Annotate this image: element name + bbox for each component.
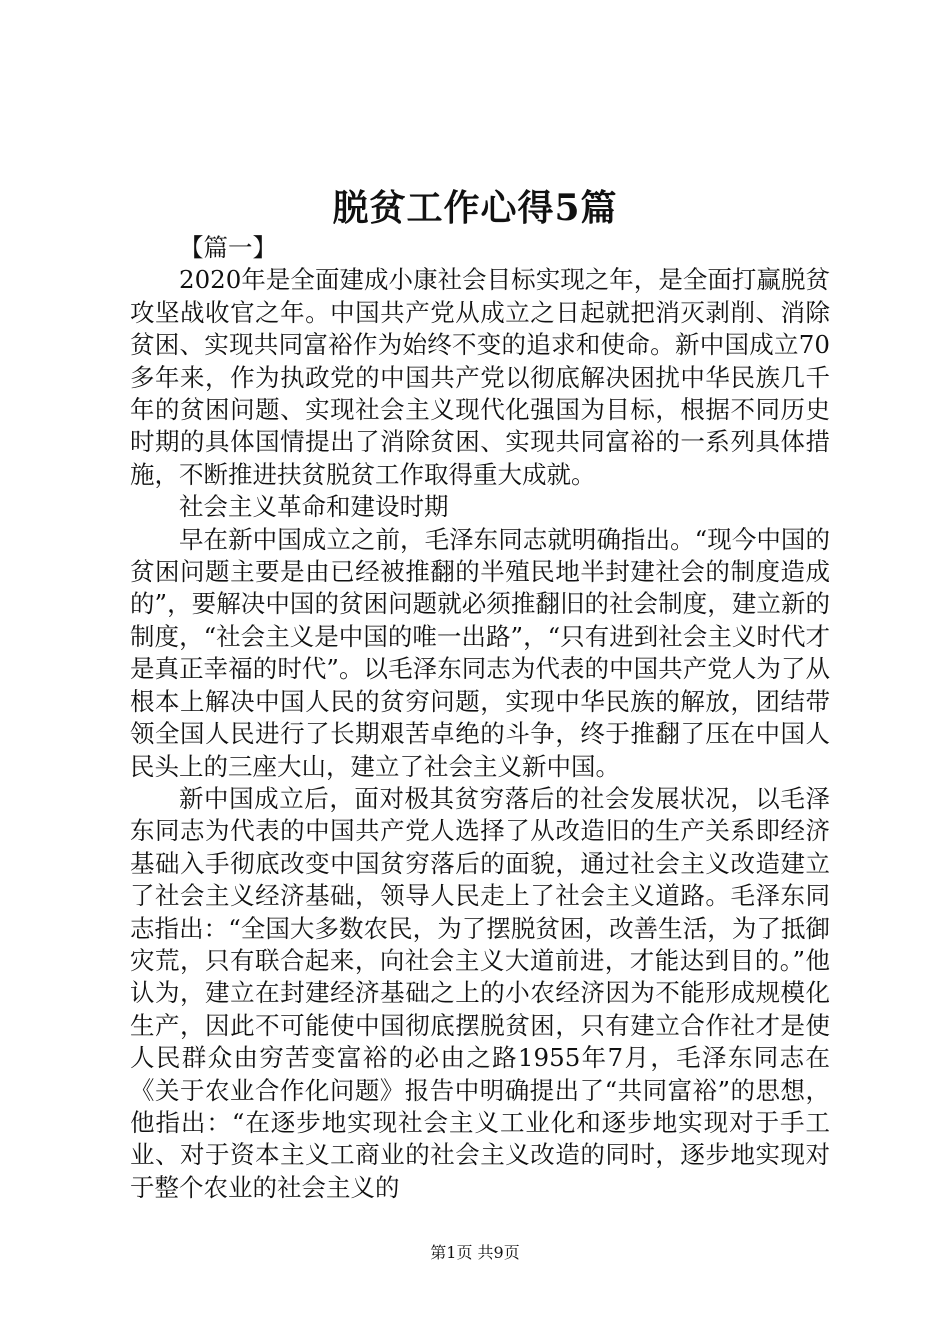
document-body	[130, 232, 830, 1204]
page-footer: 第1页 共9页	[430, 1243, 520, 1262]
paragraph: 新中国成立后，面对极其贫穷落后的社会发展状况，以毛泽东同志为代表的中国共产党人选择了从改造旧的生产关系即经济基础入手彻底改变中国贫穷落后的面貌，通过社会主义改造建立了社会主义经济基础，领导人民走上了社会主义道路。毛泽东同志指出：“全国大多数农民，为了摆脱贫困，改善生活，为了抵御灾荒，只有联合起来，向社会主义大道前进，才能达到目的。”他认为，建立在封建经济基础之上的小农经济因为不能形成规模化生产，因此不可能使中国彻底摆脱贫困，只有建立合作社才是使人民群众由穷苦变富裕的必由之路1955年7月，毛泽东同志在《关于农业合作化问题》报告中明确提出了“共同富裕”的思想，他指出：“在逐步地实现社会主义工业化和逐步地实现对于手工业、对于资本主义工商业的社会主义改造的同时，逐步地实现对于整个农业的社会主义的	[130, 783, 830, 1202]
page-title: 脱贫工作心得5篇	[332, 187, 618, 229]
paragraph: 早在新中国成立之前，毛泽东同志就明确指出。“现今中国的贫困问题主要是由已经被推翻的半殖民地半封建社会的制度造成的”，要解决中国的贫困问题就必须推翻旧的社会制度，建立新的制度，“社会主义是中国的唯一出路”，“只有进到社会主义时代才是真正幸福的时代”。以毛泽东同志为代表的中国共产党人为了从根本上解决中国人民的贫穷问题，实现中华民族的解放，团结带领全国人民进行了长期艰苦卓绝的斗争，终于推翻了压在中国人民头上的三座大山，建立了社会主义新中国。	[130, 524, 830, 781]
paragraph: 2020年是全面建成小康社会目标实现之年，是全面打赢脱贫攻坚战收官之年。中国共产党从成立之日起就把消灭剥削、消除贫困、实现共同富裕作为始终不变的追求和使命。新中国成立70多年来，作为执政党的中国共产党以彻底解决困扰中华民族几千年的贫困问题、实现社会主义现代化强国为目标，根据不同历史时期的具体国情提出了消除贫困、实现共同富裕的一系列具体措施，不断推进扶贫脱贫工作取得重大成就。	[130, 265, 830, 489]
section-heading: 社会主义革命和建设时期	[179, 492, 449, 522]
section-label: 【篇一】	[179, 233, 277, 262]
